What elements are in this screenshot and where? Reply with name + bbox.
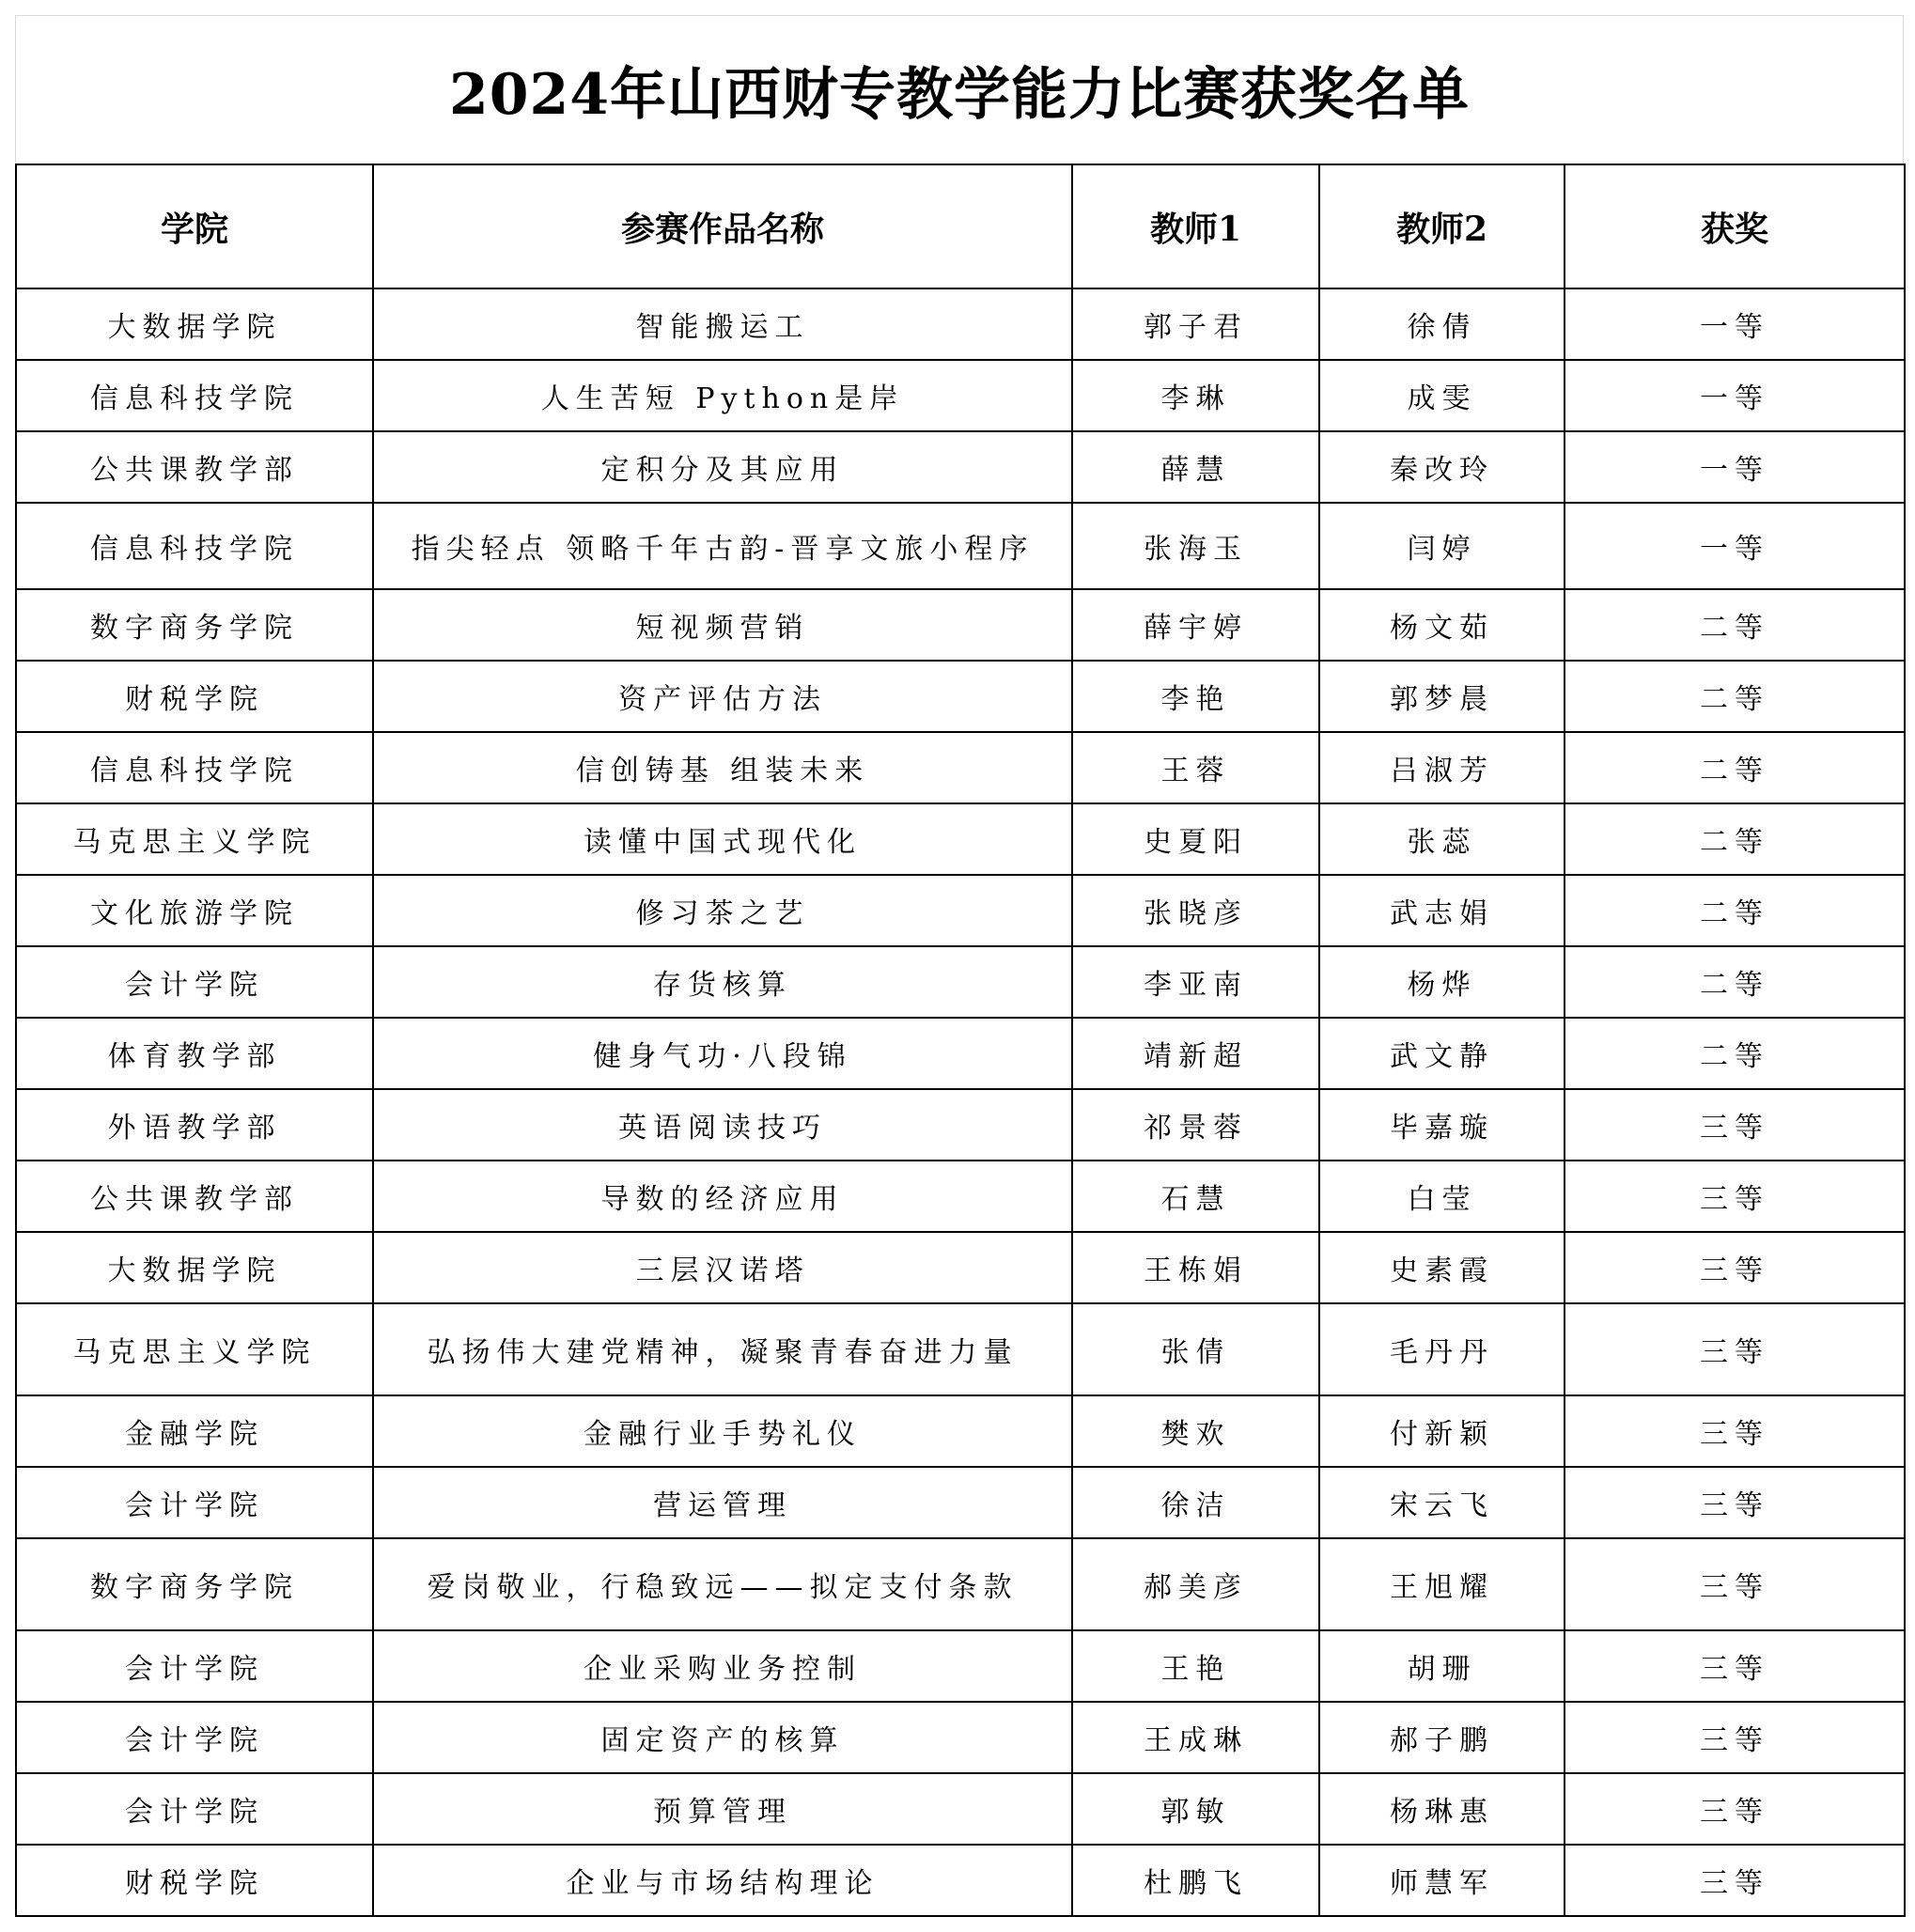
cell-teacher1: 祁景蓉 [1072,1089,1319,1161]
header-award: 获奖 [1565,164,1905,288]
cell-teacher1: 徐洁 [1072,1467,1319,1538]
cell-work: 读懂中国式现代化 [373,803,1072,875]
cell-teacher1: 樊欢 [1072,1395,1319,1467]
cell-teacher1: 李亚南 [1072,946,1319,1018]
cell-award: 三等 [1565,1702,1905,1773]
cell-teacher2: 师慧军 [1319,1845,1565,1916]
cell-teacher1: 张倩 [1072,1303,1319,1395]
cell-college: 公共课教学部 [16,431,373,503]
table-row [16,1395,1905,1467]
cell-college: 大数据学院 [16,1232,373,1303]
cell-college: 外语教学部 [16,1089,373,1161]
header-teacher1: 教师1 [1072,164,1319,288]
cell-teacher1: 张海玉 [1072,503,1319,589]
cell-teacher2: 杨烨 [1319,946,1565,1018]
cell-work: 企业采购业务控制 [373,1630,1072,1702]
cell-work: 企业与市场结构理论 [373,1845,1072,1916]
cell-teacher2: 白莹 [1319,1161,1565,1232]
cell-teacher1: 李琳 [1072,360,1319,431]
cell-award: 二等 [1565,1018,1905,1089]
cell-teacher1: 石慧 [1072,1161,1319,1232]
cell-teacher2: 武文静 [1319,1018,1565,1089]
cell-award: 三等 [1565,1467,1905,1538]
cell-teacher2: 闫婷 [1319,503,1565,589]
header-row [16,164,1905,288]
cell-work: 定积分及其应用 [373,431,1072,503]
table-row [16,503,1905,589]
cell-teacher2: 杨琳惠 [1319,1773,1565,1845]
header-college: 学院 [16,164,373,288]
cell-college: 会计学院 [16,946,373,1018]
cell-award: 三等 [1565,1538,1905,1630]
cell-college: 信息科技学院 [16,503,373,589]
table-row [16,1702,1905,1773]
cell-teacher2: 秦改玲 [1319,431,1565,503]
table-row [16,1467,1905,1538]
cell-award: 三等 [1565,1395,1905,1467]
cell-college: 大数据学院 [16,288,373,360]
table-row [16,732,1905,803]
cell-award: 三等 [1565,1089,1905,1161]
cell-teacher2: 胡珊 [1319,1630,1565,1702]
cell-award: 一等 [1565,503,1905,589]
cell-work: 指尖轻点 领略千年古韵-晋享文旅小程序 [373,503,1072,589]
cell-teacher2: 毕嘉璇 [1319,1089,1565,1161]
cell-work: 信创铸基 组装未来 [373,732,1072,803]
cell-work: 弘扬伟大建党精神，凝聚青春奋进力量 [373,1303,1072,1395]
cell-teacher2: 成雯 [1319,360,1565,431]
cell-college: 财税学院 [16,661,373,732]
cell-work: 英语阅读技巧 [373,1089,1072,1161]
cell-work: 修习茶之艺 [373,875,1072,946]
cell-teacher1: 王蓉 [1072,732,1319,803]
cell-award: 二等 [1565,946,1905,1018]
table-row [16,360,1905,431]
cell-teacher2: 徐倩 [1319,288,1565,360]
cell-teacher1: 郝美彦 [1072,1538,1319,1630]
cell-award: 二等 [1565,661,1905,732]
header-work: 参赛作品名称 [373,164,1072,288]
award-table [15,164,1906,1917]
cell-work: 存货核算 [373,946,1072,1018]
table-row [16,1161,1905,1232]
cell-award: 三等 [1565,1845,1905,1916]
cell-college: 文化旅游学院 [16,875,373,946]
table-row [16,1018,1905,1089]
cell-work: 导数的经济应用 [373,1161,1072,1232]
cell-teacher1: 薛宇婷 [1072,589,1319,661]
cell-teacher2: 史素霞 [1319,1232,1565,1303]
cell-teacher1: 杜鹏飞 [1072,1845,1319,1916]
cell-teacher1: 李艳 [1072,661,1319,732]
cell-college: 信息科技学院 [16,732,373,803]
table-body [16,288,1905,1916]
cell-teacher1: 郭子君 [1072,288,1319,360]
cell-work: 资产评估方法 [373,661,1072,732]
cell-teacher1: 王艳 [1072,1630,1319,1702]
table-row [16,946,1905,1018]
cell-teacher1: 王成琳 [1072,1702,1319,1773]
cell-teacher1: 王栋娟 [1072,1232,1319,1303]
cell-award: 二等 [1565,875,1905,946]
cell-award: 二等 [1565,803,1905,875]
cell-college: 马克思主义学院 [16,1303,373,1395]
cell-teacher2: 杨文茹 [1319,589,1565,661]
page-title: 2024年山西财专教学能力比赛获奖名单 [449,61,1470,128]
table-row [16,589,1905,661]
cell-teacher2: 吕淑芳 [1319,732,1565,803]
title-area [15,15,1904,164]
cell-award: 三等 [1565,1303,1905,1395]
table-row [16,1089,1905,1161]
cell-college: 会计学院 [16,1467,373,1538]
cell-work: 营运管理 [373,1467,1072,1538]
cell-teacher2: 毛丹丹 [1319,1303,1565,1395]
table-row [16,1773,1905,1845]
cell-teacher1: 薛慧 [1072,431,1319,503]
cell-work: 三层汉诺塔 [373,1232,1072,1303]
cell-teacher2: 张蕊 [1319,803,1565,875]
cell-college: 信息科技学院 [16,360,373,431]
table-row [16,288,1905,360]
table-row [16,803,1905,875]
cell-teacher2: 付新颖 [1319,1395,1565,1467]
table-row [16,875,1905,946]
cell-award: 三等 [1565,1232,1905,1303]
cell-college: 会计学院 [16,1702,373,1773]
table-row [16,431,1905,503]
cell-award: 一等 [1565,288,1905,360]
cell-work: 健身气功·八段锦 [373,1018,1072,1089]
cell-award: 三等 [1565,1161,1905,1232]
table-row [16,661,1905,732]
table-row [16,1845,1905,1916]
cell-college: 数字商务学院 [16,589,373,661]
cell-award: 三等 [1565,1773,1905,1845]
cell-college: 会计学院 [16,1773,373,1845]
cell-college: 会计学院 [16,1630,373,1702]
cell-college: 马克思主义学院 [16,803,373,875]
cell-teacher2: 宋云飞 [1319,1467,1565,1538]
cell-teacher2: 王旭耀 [1319,1538,1565,1630]
table-row [16,1232,1905,1303]
cell-college: 财税学院 [16,1845,373,1916]
cell-teacher2: 武志娟 [1319,875,1565,946]
cell-college: 体育教学部 [16,1018,373,1089]
cell-teacher2: 郭梦晨 [1319,661,1565,732]
table-row [16,1538,1905,1630]
cell-award: 二等 [1565,732,1905,803]
cell-award: 二等 [1565,589,1905,661]
cell-award: 一等 [1565,360,1905,431]
table-row [16,1303,1905,1395]
cell-teacher1: 张晓彦 [1072,875,1319,946]
cell-college: 公共课教学部 [16,1161,373,1232]
cell-teacher1: 靖新超 [1072,1018,1319,1089]
cell-work: 人生苦短 Python是岸 [373,360,1072,431]
cell-work: 金融行业手势礼仪 [373,1395,1072,1467]
cell-award: 一等 [1565,431,1905,503]
cell-teacher1: 史夏阳 [1072,803,1319,875]
header-teacher2: 教师2 [1319,164,1565,288]
cell-work: 智能搬运工 [373,288,1072,360]
cell-work: 短视频营销 [373,589,1072,661]
table-row [16,1630,1905,1702]
cell-college: 数字商务学院 [16,1538,373,1630]
cell-teacher1: 郭敏 [1072,1773,1319,1845]
cell-work: 爱岗敬业，行稳致远——拟定支付条款 [373,1538,1072,1630]
cell-college: 金融学院 [16,1395,373,1467]
cell-work: 固定资产的核算 [373,1702,1072,1773]
cell-work: 预算管理 [373,1773,1072,1845]
cell-award: 三等 [1565,1630,1905,1702]
cell-teacher2: 郝子鹏 [1319,1702,1565,1773]
award-list-sheet [15,15,1904,1917]
